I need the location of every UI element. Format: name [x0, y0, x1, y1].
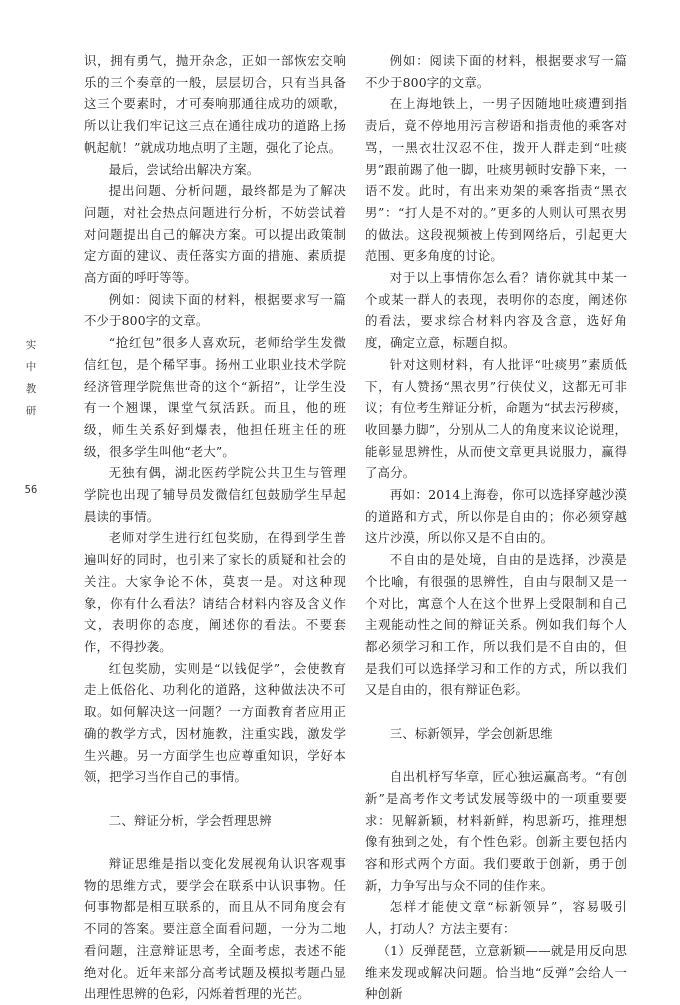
paragraph: （1）反弹琵琶，立意新颖——就是用反向思维来发现或解决问题。恰当地“反弹”会给人一种创新	[365, 942, 627, 1002]
right-column	[365, 50, 627, 1005]
paragraph: 自出机杼写华章，匠心独运赢高考。“有创新”是高考作文考试发展等级中的一项重要要求：见解新颖，材料新鲜，构思新巧，推理想像有独到之处，有个性色彩。创新主要包括内容和形式两个方面。我们要敢于创新，勇于创新，力争写出与众不同的佳作来。	[365, 769, 627, 893]
paragraph: 红包奖励，实则是“以钱促学”，会使教育走上低俗化、功利化的道路，这种做法决不可取。如何解决这一问题？一方面教育者应用正确的教学方式，因材施教，注重实践，激发学生兴趣。另一方面学生也应尊重知识，学好本领，把学习当作自己的事情。	[84, 660, 346, 785]
paragraph: 不自由的是处境，自由的是选择，沙漠是个比喻，有很强的思辨性，自由与限制又是一个对比，寓意个人在这个世界上受限制和自己主观能动性之间的辩证关系。例如我们每个人都必须学习和工作，所以我们是不自由的，但是我们可以选择学习和工作的方式，所以我们又是自由的，很有辩证色彩。	[365, 552, 627, 698]
paragraph: “抢红包”很多人喜欢玩，老师给学生发微信红包，是个稀罕事。扬州工业职业技术学院经济管理学院焦世奇的这个“新招”，让学生没有一个翘课，课堂气氛活跃。而且，他的班级，师生关系好到爆表，他担任班主任的班级，很多学生叫他“老大”。	[84, 335, 346, 459]
paragraph: 无独有偶，湖北医药学院公共卫生与管理学院也出现了辅导员发微信红包鼓励学生早起晨读的事情。	[84, 465, 346, 524]
paragraph: 识，拥有勇气，抛开杂念，正如一部恢宏交响乐的三个奏章的一般，层层切合，只有当具备这三个要素时，才可奏响那通往成功的颂歌，所以让我们牢记这三点在通往成功的道路上扬帆起航！”就成功地点明了主题，强化了论点。	[84, 53, 346, 155]
paragraph: 针对这则材料，有人批评“吐痰男”素质低下，有人赞扬“黑衣男”行侠仗义，这都无可非议；有位考生辩证分析，命题为“拭去污秽痰，收回暴力脚”，分别从二人的角度来议论说理，能彰显思辨性，从而使文章更具说服力，赢得了高分。	[365, 356, 627, 481]
paragraph: 例如：阅读下面的材料，根据要求写一篇不少于800字的文章。	[84, 291, 346, 329]
paragraph: 最后，尝试给出解决方案。	[108, 161, 260, 177]
paragraph: 对于以上事情你怎么看？请你就其中某一个或某一群人的表现，表明你的态度，阐述你的看法，要求综合材料内容及含意，选好角度，确定立意，标题自拟。	[365, 270, 627, 351]
section-heading: 三、标新领异，学会创新思维	[389, 725, 553, 741]
page-number: 56	[24, 484, 38, 496]
paragraph: 在上海地铁上，一男子因随地吐痰遭到指责后，竟不停地用污言秽语和指责他的乘客对骂，一黑衣壮汉忍不住，拨开人群走到“吐痰男”跟前踢了他一脚，吐痰男顿时安静下来，一语不发。此时，有出来劝架的乘客指责“黑衣男”：“打人是不对的。”更多的人则认可黑衣男的做法。这段视频被上传到网络后，引起更大范围、更多角度的讨论。	[365, 96, 627, 264]
spacer	[365, 701, 627, 723]
left-column	[84, 50, 346, 1005]
paragraph: 提出问题、分析问题，最终都是为了解决问题，对社会热点问题进行分析，不妨尝试着对问题提出自己的解决方案。可以提出政策制定方面的建议、责任落实方面的措施、素质提高方面的呼吁等等。	[84, 183, 346, 286]
spacer	[84, 831, 346, 853]
section-heading: 二、辩证分析，学会哲理思辨	[108, 812, 272, 828]
paragraph: 怎样才能使文章“标新领异”，容易吸引人，打动人？方法主要有：	[365, 899, 627, 937]
journal-title: 实 中 教 研	[25, 339, 37, 417]
paragraph: 再如：2014上海卷，你可以选择穿越沙漠的道路和方式，所以你是自由的；你必须穿越这片沙漠，所以你又是不自由的。	[365, 487, 627, 546]
paragraph: 例如：阅读下面的材料，根据要求写一篇不少于800字的文章。	[365, 53, 627, 90]
paragraph: 老师对学生进行红包奖励，在得到学生普遍叫好的同时，也引来了家长的质疑和社会的关注。大家争论不休，莫衷一是。对这种现象，你有什么看法？请结合材料内容及含义作文，表明你的态度，阐述你的看法。不要套作，不得抄袭。	[84, 530, 346, 654]
paragraph: 辩证思维是指以变化发展视角认识客观事物的思维方式，要学会在联系中认识事物。任何事物都是相互联系的，而且从不同角度会有不同的答案。要注意全面看问题，一分为二地看问题，注意辩证思考，全面考虑，表述不能绝对化。近年来部分高考试题及模拟考题凸显出理性思辨的色彩，闪烁着哲理的光芒。	[84, 855, 346, 1002]
spacer	[84, 788, 346, 810]
spacer	[365, 744, 627, 766]
